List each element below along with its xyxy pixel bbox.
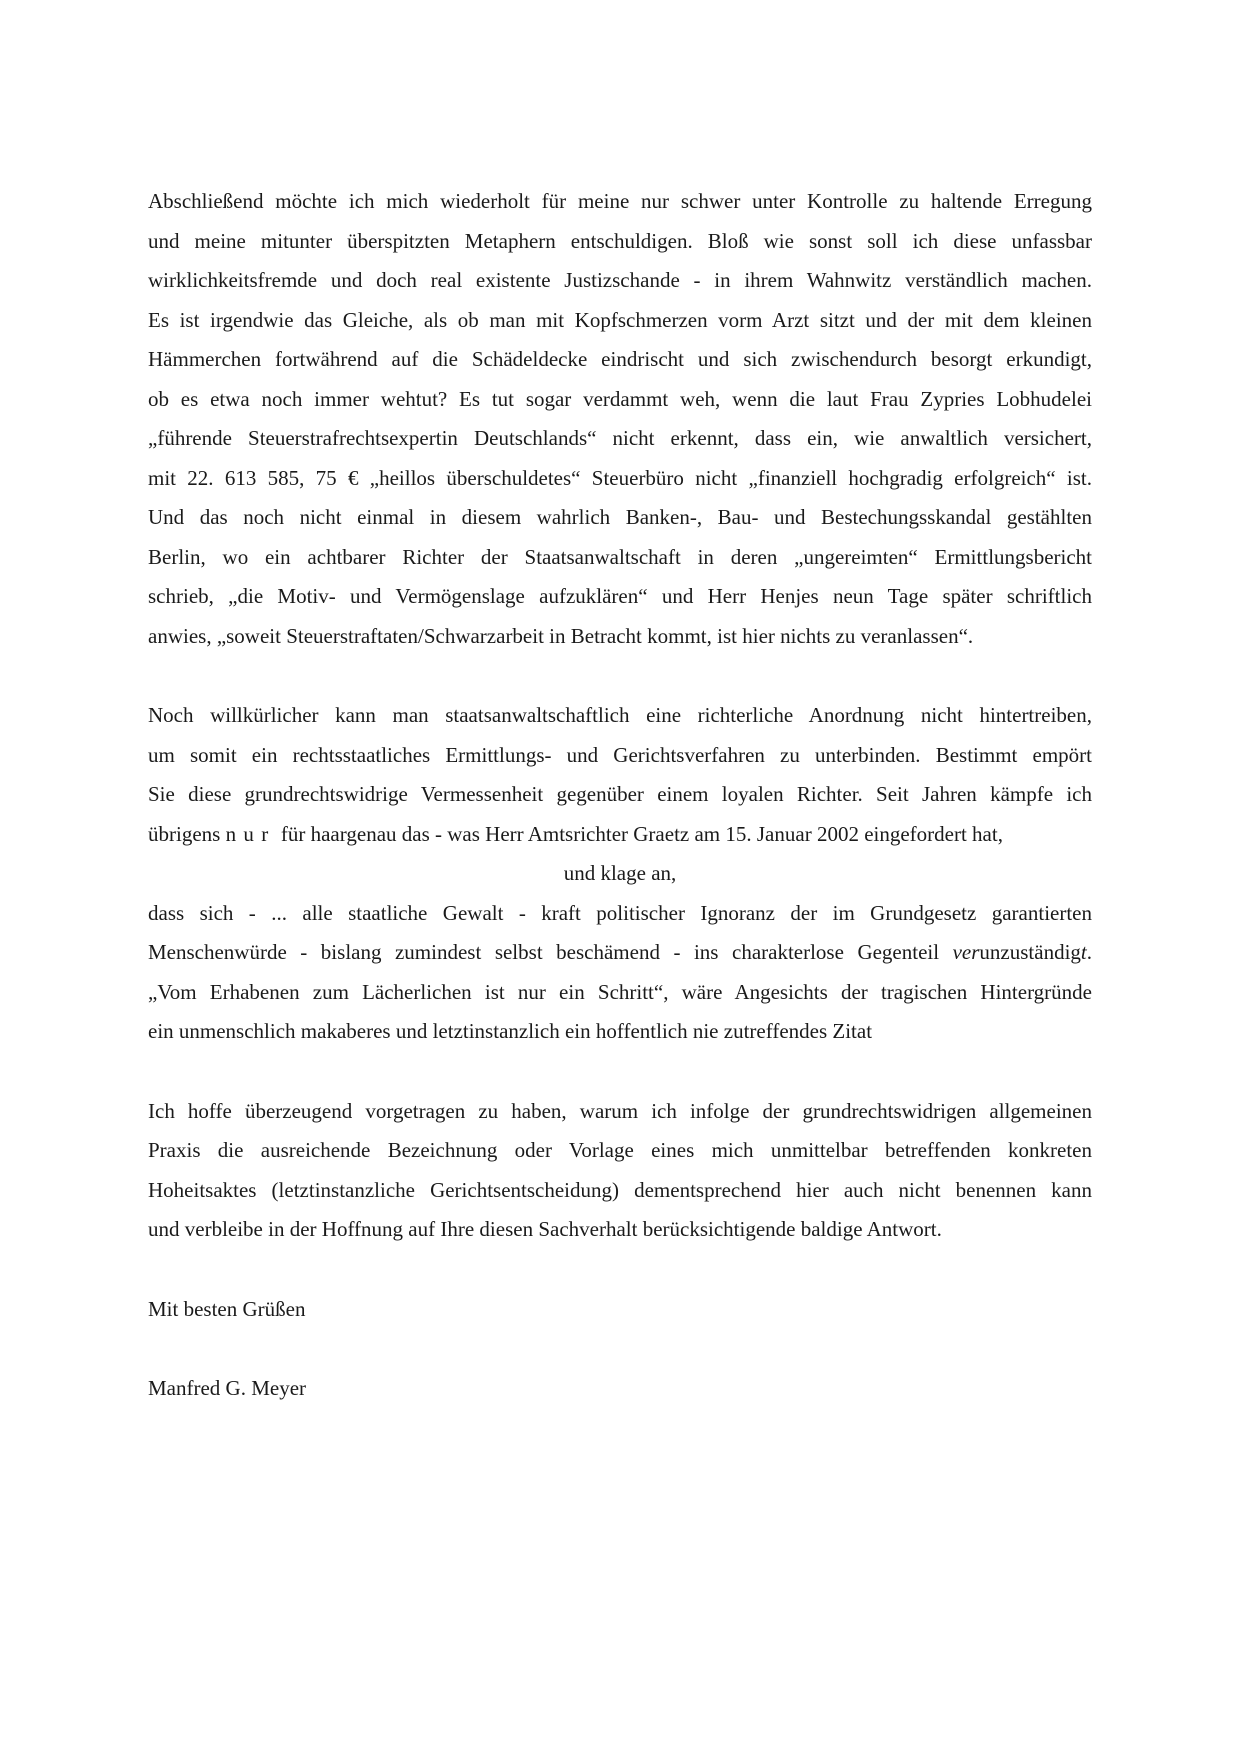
text-line: Berlin, wo ein achtbarer Richter der Staatsanwaltschaft in deren „ungereimten“ Ermittlungsbericht bbox=[148, 544, 1092, 569]
text-line: und verbleibe in der Hoffnung auf Ihre diesen Sachverhalt berücksichtigende baldige Antwort. bbox=[148, 1217, 942, 1241]
text-line: anwies, „soweit Steuerstraftaten/Schwarzarbeit in Betracht kommt, ist hier nichts zu veranlassen“. bbox=[148, 623, 974, 648]
text-line: und meine mitunter überspitzten Metaphern entschuldigen. Bloß wie sonst soll ich diese unfassbar bbox=[148, 228, 1092, 253]
text-line: Hämmerchen fortwährend auf die Schädeldecke eindrischt und sich zwischendurch besorgt erkundigt, bbox=[148, 347, 1092, 371]
text-line: „Vom Erhabenen zum Lächerlichen ist nur ein Schritt“, wäre Angesichts der tragischen Hintergründe bbox=[148, 979, 1092, 1004]
text-line: Es ist irgendwie das Gleiche, als ob man mit Kopfschmerzen vorm Arzt sitzt und der mit dem kleinen bbox=[148, 307, 1092, 332]
paragraph-conclusion bbox=[148, 1092, 1092, 1250]
text-line: dass sich - ... alle staatliche Gewalt - kraft politischer Ignoranz der im Grundgesetz garantierten bbox=[148, 900, 1092, 925]
text-line: Und das noch nicht einmal in diesem wahrlich Banken-, Bau- und Bestechungsskandal gestählten bbox=[148, 505, 1092, 529]
text-line: Sie diese grundrechtswidrige Vermessenheit gegenüber einem loyalen Richter. Seit Jahren kämpfe ich bbox=[148, 782, 1092, 806]
text-segment: unzuständig bbox=[979, 940, 1081, 964]
italic-emphasis: ver bbox=[952, 940, 980, 964]
text-line: Abschließend möchte ich mich wiederholt für meine nur schwer unter Kontrolle zu haltende Erregung bbox=[148, 189, 1092, 213]
text-line bbox=[148, 933, 1092, 973]
text-segment: . bbox=[1086, 940, 1092, 964]
text-line: mit 22. 613 585, 75 € „heillos überschuldetes“ Steuerbüro nicht „finanziell hochgradig erfolgreich“ ist. bbox=[148, 465, 1092, 490]
text-segment: für haargenau das - was Herr Amtsrichter Graetz am 15. Januar 2002 eingefordert hat, bbox=[275, 821, 1003, 846]
paragraph-apology bbox=[148, 182, 1092, 656]
text-line: „führende Steuerstrafrechtsexpertin Deutschlands“ nicht erkennt, dass ein, wie anwaltlich versichert, bbox=[148, 426, 1092, 450]
text-line: Ich hoffe überzeugend vorgetragen zu haben, warum ich infolge der grundrechtswidrigen allgemeinen bbox=[148, 1098, 1092, 1123]
signature-block bbox=[148, 1369, 1092, 1409]
text-segment: Menschenwürde - bislang zumindest selbst beschämend - ins charakterlose Gegenteil bbox=[148, 940, 953, 964]
greeting-text: Mit besten Grüßen bbox=[148, 1296, 306, 1321]
letter-page bbox=[148, 182, 1092, 1449]
text-line: um somit ein rechtsstaatliches Ermittlungs- und Gerichtsverfahren zu unterbinden. Bestimmt empört bbox=[148, 742, 1092, 767]
signature-name: Manfred G. Meyer bbox=[148, 1376, 307, 1400]
centered-line: und klage an, bbox=[563, 861, 677, 885]
paragraph-accusation bbox=[148, 696, 1092, 1052]
text-line: ob es etwa noch immer wehtut? Es tut sogar verdammt weh, wenn die laut Frau Zypries Lobhudelei bbox=[148, 386, 1092, 411]
text-line: schrieb, „die Motiv- und Vermögenslage aufzuklären“ und Herr Henjes neun Tage später schriftlich bbox=[148, 584, 1092, 608]
text-line: Praxis die ausreichende Bezeichnung oder Vorlage eines mich unmittelbar betreffenden konkreten bbox=[148, 1138, 1092, 1162]
text-line: ein unmenschlich makaberes und letztinstanzlich ein hoffentlich nie zutreffendes Zitat bbox=[148, 1019, 873, 1043]
text-line: Hoheitsaktes (letztinstanzliche Gerichtsentscheidung) dementsprechend hier auch nicht benennen kann bbox=[148, 1177, 1092, 1202]
text-line bbox=[148, 815, 1092, 855]
text-line: wirklichkeitsfremde und doch real existente Justizschande - in ihrem Wahnwitz verständlich machen. bbox=[148, 268, 1092, 292]
closing-greeting bbox=[148, 1290, 1092, 1330]
spaced-emphasis: nur bbox=[225, 821, 276, 846]
text-line: Noch willkürlicher kann man staatsanwaltschaftlich eine richterliche Anordnung nicht hintertreiben, bbox=[148, 703, 1092, 727]
text-segment: übrigens bbox=[148, 821, 226, 846]
italic-emphasis: t bbox=[1080, 940, 1087, 964]
